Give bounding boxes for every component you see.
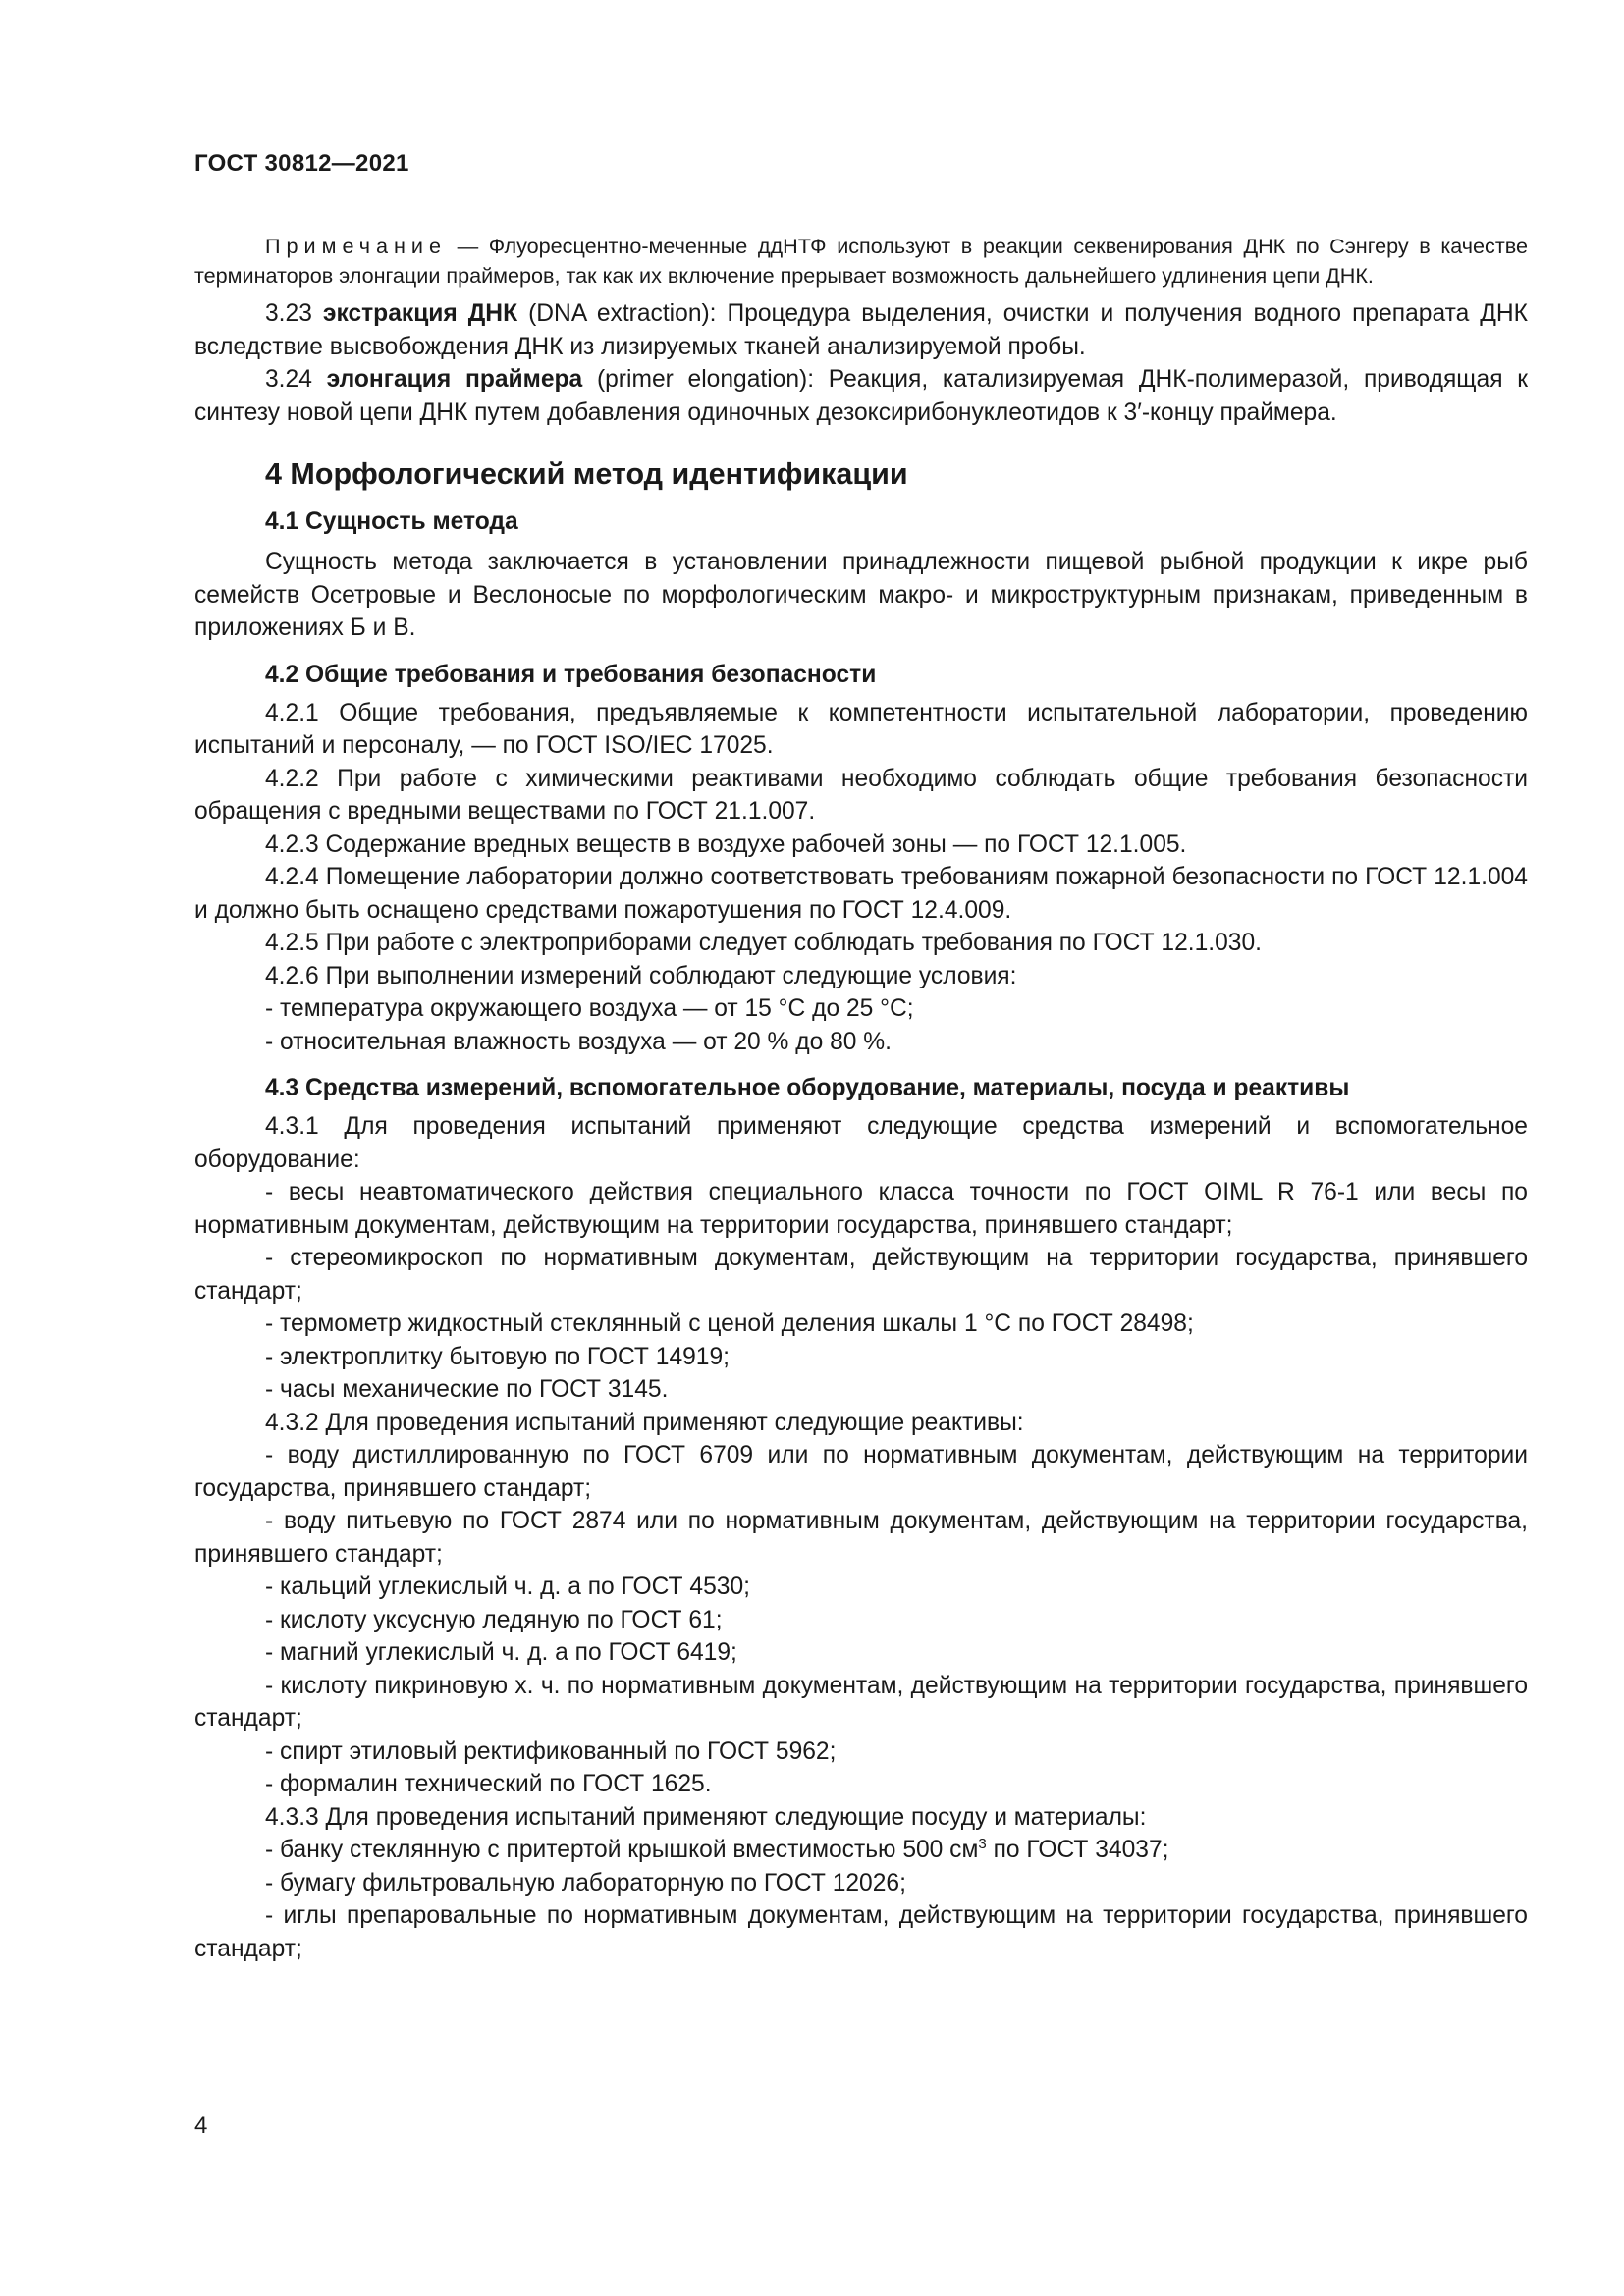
list-item: - кислоту уксусную ледяную по ГОСТ 61; (265, 1606, 723, 1633)
section-4-1-text: Сущность метода заключается в установлении принадлежности пищевой рыбной продукции к икре рыб семейств Осетровые и Веслоносые по морфологическим макро- и микроструктурным признакам, приведенным в приложениях Б и В. (194, 549, 1528, 641)
def-number: 3.24 (265, 366, 327, 393)
def-text: (primer elongation): Реакция, катализируемая ДНК-полимеразой, приводящая к синтезу новой цепи ДНК путем добавления одиночных дезоксирибонуклеотидов к 3′-концу праймера. (194, 366, 1528, 426)
list-item: - стереомикроскоп по нормативным документам, действующим на территории государства, принявшего стандарт; (194, 1245, 1528, 1305)
paragraph: 4.2.1 Общие требования, предъявляемые к компетентности испытательной лаборатории, проведению испытаний и персоналу, — по ГОСТ ISO/IEC 17025. (194, 699, 1528, 759)
list-item: - температура окружающего воздуха — от 15 °С до 25 °С; (265, 995, 914, 1022)
jar-text-end: по ГОСТ 34037; (986, 1837, 1169, 1863)
paragraph: 4.2.3 Содержание вредных веществ в воздухе рабочей зоны — по ГОСТ 12.1.005. (265, 830, 1187, 858)
list-item: - кислоту пикриновую х. ч. по нормативным документам, действующим на территории государства, принявшего стандарт; (194, 1672, 1528, 1732)
jar-text: - банку стеклянную с притертой крышкой вместимостью 500 см (265, 1837, 979, 1863)
paragraph: 4.3.3 Для проведения испытаний применяют следующие посуду и материалы: (265, 1803, 1147, 1831)
def-term: экстракция ДНК (322, 300, 518, 327)
list-item: - иглы препаровальные по нормативным документам, действующим на территории государства, принявшего стандарт; (194, 1902, 1528, 1962)
list-item: - спирт этиловый ректификованный по ГОСТ 5962; (265, 1737, 837, 1765)
list-item: - часы механические по ГОСТ 3145. (265, 1376, 669, 1403)
section-4-1-title: 4.1 Сущность метода (265, 508, 518, 535)
section-4-3-title: 4.3 Средства измерений, вспомогательное оборудование, материалы, посуда и реактивы (265, 1075, 1350, 1101)
page-number: 4 (194, 2112, 208, 2139)
list-item (194, 1834, 1528, 1867)
note-text: — Флуоресцентно-меченные ддНТФ используют в реакции секвенирования ДНК по Сэнгеру в качестве терминаторов элонгации праймеров, так как их включение прерывает возможность дальнейшего удлинения цепи ДНК. (194, 234, 1528, 288)
list-item: - магний углекислый ч. д. а по ГОСТ 6419; (265, 1639, 737, 1666)
superscript: 3 (978, 1835, 987, 1852)
paragraph: 4.2.5 При работе с электроприборами следует соблюдать требования по ГОСТ 12.1.030. (265, 930, 1262, 956)
list-item: - бумагу фильтровальную лабораторную по ГОСТ 12026; (265, 1869, 906, 1896)
definition-3-23 (194, 297, 1528, 363)
section-4-title: 4 Морфологический метод идентификации (265, 457, 908, 491)
list-item: - термометр жидкостный стеклянный с ценой деления шкалы 1 °С по ГОСТ 28498; (265, 1310, 1194, 1337)
list-item: - формалин технический по ГОСТ 1625. (265, 1771, 712, 1797)
def-number: 3.23 (265, 300, 323, 327)
list-item: - воду питьевую по ГОСТ 2874 или по нормативным документам, действующим на территории государства, принявшего стандарт; (194, 1508, 1528, 1568)
def-term: элонгация праймера (326, 366, 583, 393)
list-item: - весы неавтоматического действия специального класса точности по ГОСТ OIML R 76-1 или весы по нормативным документам, действующим на территории государства, принявшего стандарт; (194, 1179, 1528, 1239)
paragraph: 4.2.4 Помещение лаборатории должно соответствовать требованиям пожарной безопасности по ГОСТ 12.1.004 и должно быть оснащено средствами пожаротушения по ГОСТ 12.4.009. (194, 864, 1528, 924)
paragraph: 4.2.6 При выполнении измерений соблюдают следующие условия: (265, 962, 1017, 989)
note (194, 232, 1528, 290)
paragraph: 4.3.2 Для проведения испытаний применяют следующие реактивы: (265, 1409, 1024, 1436)
section-4-2-title: 4.2 Общие требования и требования безопасности (265, 661, 877, 688)
paragraph: 4.3.1 Для проведения испытаний применяют следующие средства измерений и вспомогательное оборудование: (194, 1113, 1528, 1173)
page-body (194, 0, 1528, 1965)
paragraph: 4.2.2 При работе с химическими реактивами необходимо соблюдать общие требования безопасности обращения с вредными веществами по ГОСТ 21.1.007. (194, 765, 1528, 825)
list-item: - электроплитку бытовую по ГОСТ 14919; (265, 1343, 730, 1370)
document-header: ГОСТ 30812—2021 (194, 150, 409, 177)
def-text: (DNA extraction): Процедура выделения, очистки и получения водного препарата ДНК вследствие высвобождения ДНК из лизируемых тканей анализируемой пробы. (194, 300, 1529, 360)
list-item: - кальций углекислый ч. д. а по ГОСТ 4530; (265, 1574, 750, 1600)
list-item: - относительная влажность воздуха — от 20 % до 80 %. (265, 1028, 892, 1055)
note-label: Примечание (265, 234, 447, 258)
definition-3-24 (194, 363, 1528, 429)
list-item: - воду дистиллированную по ГОСТ 6709 или по нормативным документам, действующим на территории государства, принявшего стандарт; (194, 1442, 1528, 1502)
